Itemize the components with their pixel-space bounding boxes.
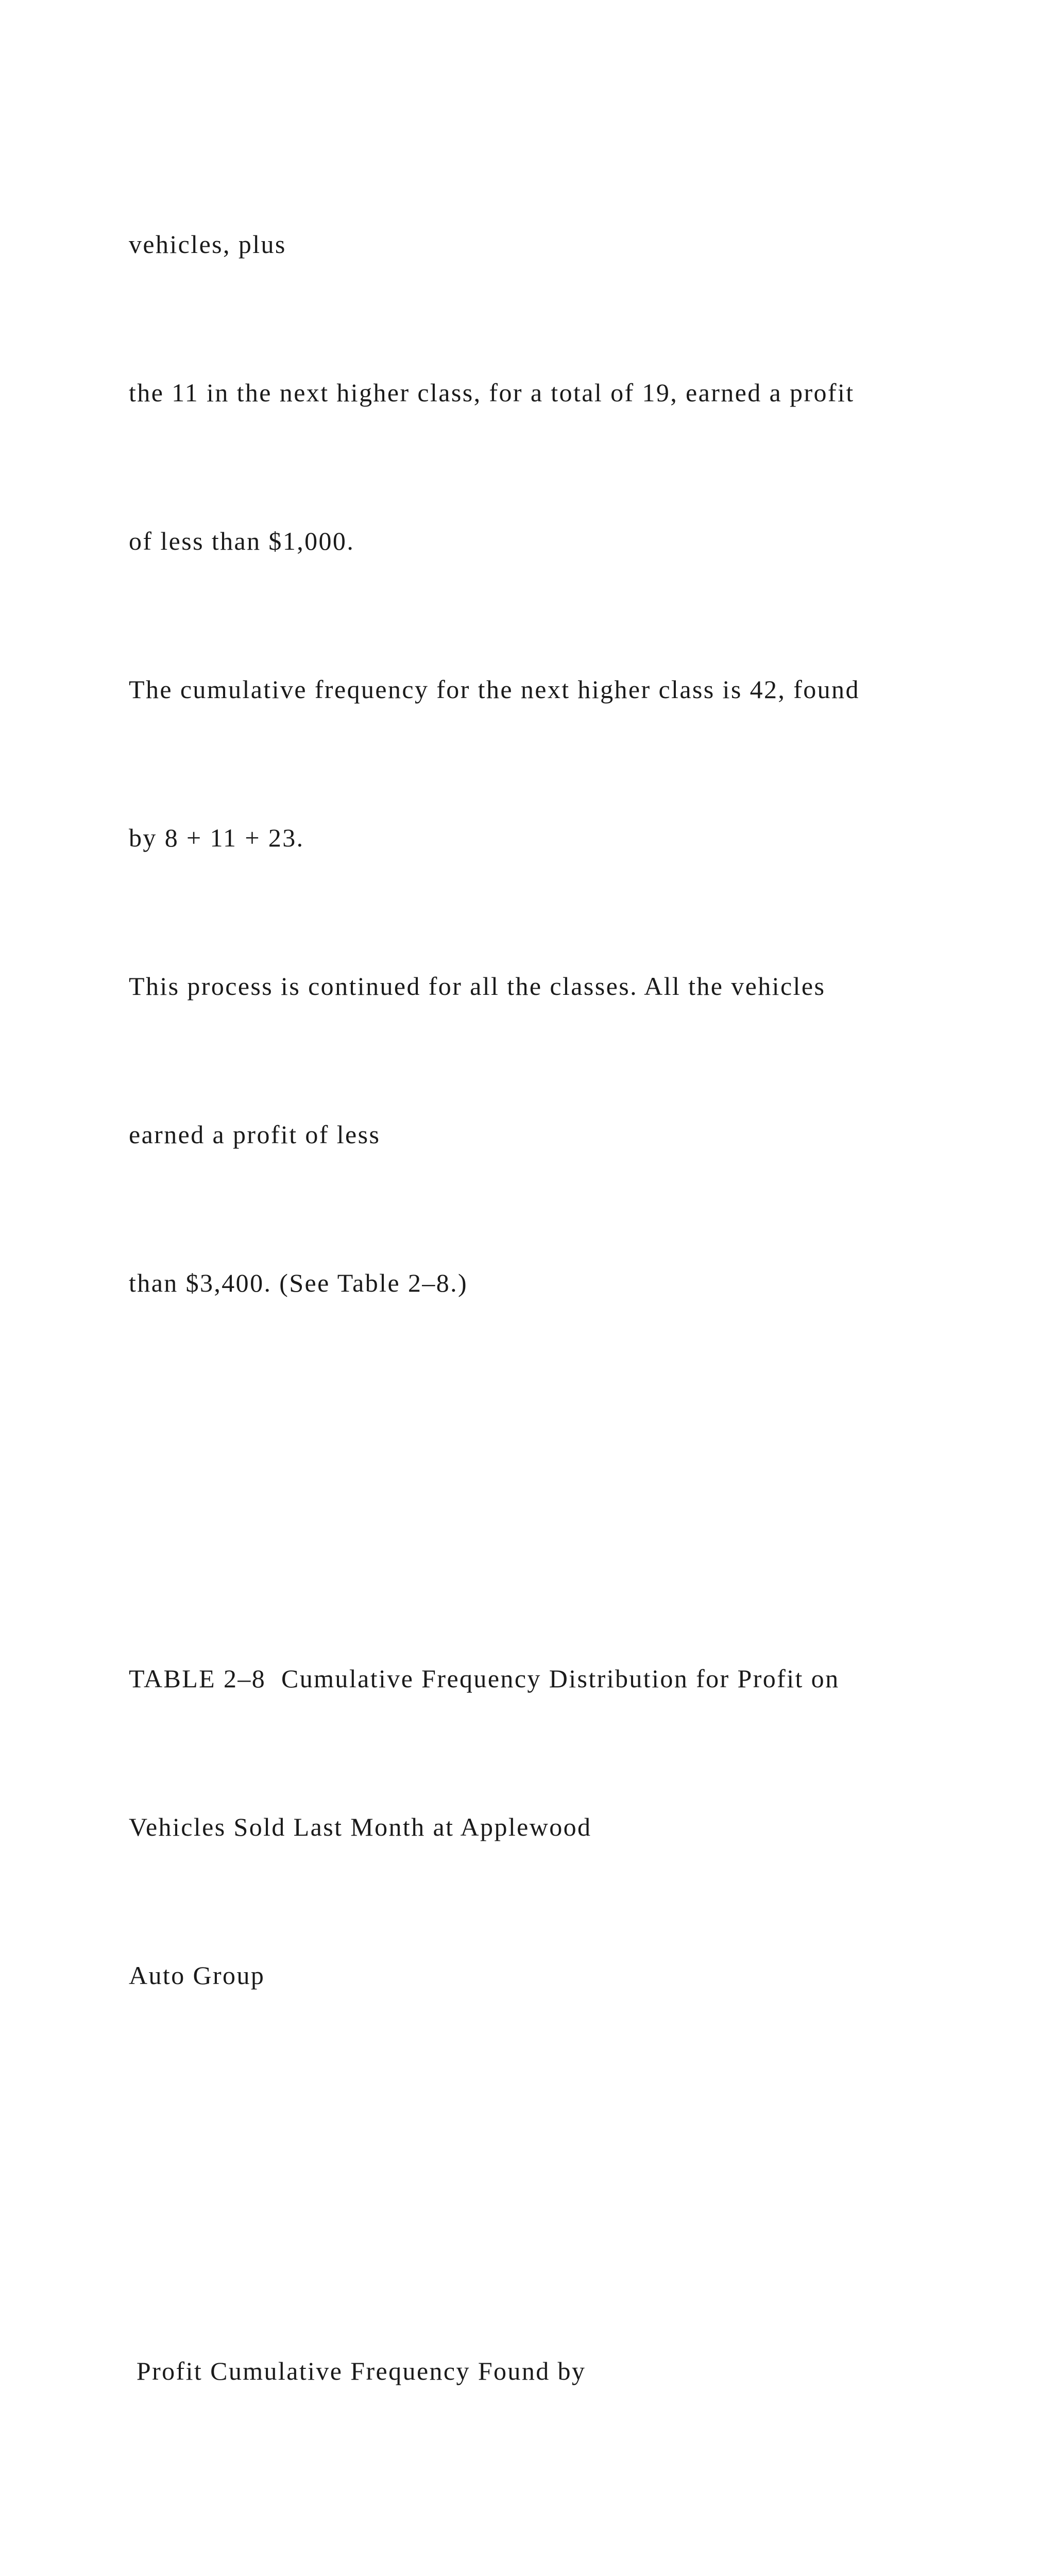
table-2-8-title: Vehicles Sold Last Month at Applewood bbox=[129, 1812, 592, 1841]
blank-line bbox=[129, 1456, 1005, 1505]
paragraph-line: the 11 in the next higher class, for a total of 19, earned a profit bbox=[129, 378, 855, 407]
paragraph-line: vehicles, plus bbox=[129, 230, 286, 259]
paragraph-line: of less than $1,000. bbox=[129, 527, 355, 555]
paragraph-line: than $3,400. (See Table 2–8.) bbox=[129, 1268, 468, 1297]
paragraph-line: This process is continued for all the classes. All the vehicles bbox=[129, 972, 826, 1001]
table-2-8-title: TABLE 2–8 Cumulative Frequency Distribution for Profit on bbox=[129, 1664, 840, 1693]
document-text bbox=[129, 121, 1005, 2576]
table-2-8-header: Profit Cumulative Frequency Found by bbox=[129, 2357, 586, 2385]
blank-line bbox=[129, 2148, 1005, 2198]
blank-line bbox=[129, 2544, 1005, 2576]
table-2-8-title: Auto Group bbox=[129, 1961, 265, 1990]
paragraph-line: earned a profit of less bbox=[129, 1120, 381, 1149]
paragraph-line: by 8 + 11 + 23. bbox=[129, 823, 304, 852]
paragraph-line: The cumulative frequency for the next higher class is 42, found bbox=[129, 675, 860, 704]
